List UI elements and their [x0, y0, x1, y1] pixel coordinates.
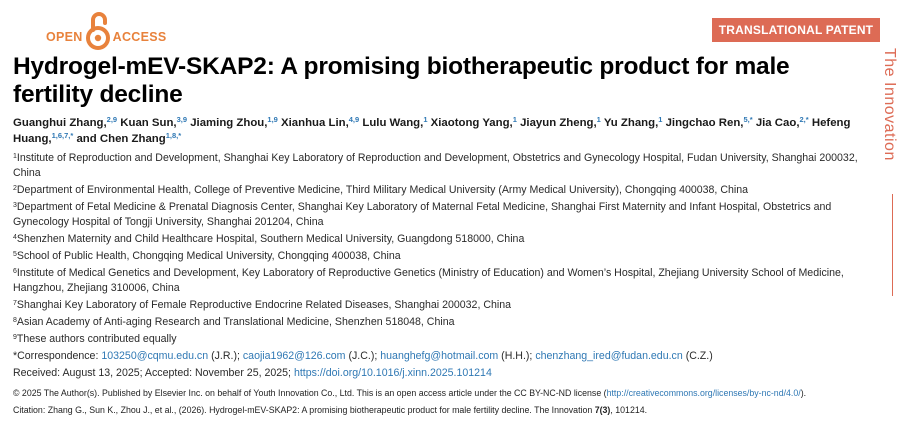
author: Yu Zhang,$^1$: [603, 115, 663, 129]
affiliation-list: [13, 151, 883, 383]
license-statement: © 2025 The Author(s). Published by Elsevier Inc. on behalf of Youth Innovation Co., Ltd. This is an open access article under the CC BY-NC-ND license (http://creativecommons.org/licenses/by-nc-nd/4.0/).: [13, 388, 807, 398]
affiliation: $^7$Shanghai Key Laboratory of Female Reproductive Endocrine Related Diseases, Shanghai 200032, China: [13, 299, 512, 311]
affiliation: $^5$School of Public Health, Chongqing Medical University, Chongqing 400038, China: [13, 250, 401, 262]
email-link[interactable]: chenzhang_ired@fudan.edu.cn: [535, 350, 683, 362]
author: Jingchao Ren,$^{5,*}$: [665, 115, 753, 129]
article-title: Hydrogel-mEV-SKAP2: A promising biotherapeutic product for male fertility decline: [13, 53, 790, 108]
author: Lulu Wang,$^1$: [362, 115, 428, 129]
affiliation: $^4$Shenzhen Maternity and Child Healthcare Hospital, Southern Medical University, Guangdong 518000, China: [13, 233, 525, 245]
affiliation: $^2$Department of Environmental Health, College of Preventive Medicine, Third Military Medical University (Army Medical University), Chongqing 400038, China: [13, 184, 748, 196]
affiliation: $^1$Institute of Reproduction and Development, Shanghai Key Laboratory of Reproduction and Development, Obstetrics and Gynecology Hospital, Fudan University, Shanghai 200032, China: [13, 152, 858, 179]
correspondence: *Correspondence: 103250@cqmu.edu.cn (J.R.); caojia1962@126.com (J.C.); huanghefg@hotmail.com (H.H.); chenzhang_ired@fudan.edu.cn (C.Z.): [13, 350, 713, 362]
email-link[interactable]: huanghefg@hotmail.com: [380, 350, 499, 362]
email-link[interactable]: 103250@cqmu.edu.cn: [101, 350, 209, 362]
side-divider: [892, 194, 893, 296]
correspondence-label: *Correspondence:: [13, 350, 99, 362]
affiliation: $^6$Institute of Medical Genetics and Development, Key Laboratory of Reproductive Genetics (Ministry of Education) and Women’s Hospital, Zhejiang University School of Medicine, Hangzhou, Zhejiang 310006, China: [13, 267, 844, 294]
affiliation: $^3$Department of Fetal Medicine & Prenatal Diagnosis Center, Shanghai Key Laboratory of Maternal Fetal Medicine, Shanghai First Maternity and Infant Hospital, Obstetrics and Gynecology Hospital of Tongji University, Shanghai 201204, China: [13, 201, 832, 228]
journal-side-banner: [880, 48, 906, 296]
author: Jiaming Zhou,$^{1,9}$: [190, 115, 278, 129]
author: Xiaotong Yang,$^1$: [430, 115, 517, 129]
article-type-badge: TRANSLATIONAL PATENT: [712, 18, 880, 42]
access-label: ACCESS: [112, 30, 167, 44]
author-list: [13, 115, 883, 147]
affiliation: $^9$These authors contributed equally: [13, 333, 177, 345]
dates: [13, 366, 883, 381]
author: Guanghui Zhang,$^{2,9}$: [13, 115, 118, 129]
affiliation: $^8$Asian Academy of Anti-aging Research and Translational Medicine, Shenzhen 518048, China: [13, 316, 455, 328]
author: Jiayun Zheng,$^1$: [520, 115, 601, 129]
open-label: OPEN: [46, 30, 83, 44]
citation: Citation: Zhang G., Sun K., Zhou J., et al., (2026). Hydrogel-mEV-SKAP2: A promising biotherapeutic product for male fertility decline. The Innovation 7(3), 101214.: [13, 405, 648, 415]
doi-link[interactable]: https://doi.org/10.1016/j.xinn.2025.101214: [293, 367, 492, 379]
citation-volume: 7(3): [594, 405, 611, 415]
author: Kuan Sun,$^{3,9}$: [120, 115, 188, 129]
dates-text: Received: August 13, 2025; Accepted: November 25, 2025;: [13, 367, 291, 379]
author: Hefeng Huang,$^{1,6,7,*}$: [13, 117, 851, 145]
open-access-lock-icon: [84, 10, 112, 50]
journal-name: The Innovation: [881, 48, 898, 161]
author: Jia Cao,$^{2,*}$: [755, 115, 809, 129]
author: and Chen Zhang$^{1,8,*}$: [76, 131, 182, 145]
open-access-logo: [46, 10, 167, 52]
author: Xianhua Lin,$^{4,9}$: [281, 115, 360, 129]
license-link[interactable]: http://creativecommons.org/licenses/by-nc-nd/4.0/: [606, 388, 801, 398]
email-link[interactable]: caojia1962@126.com: [242, 350, 346, 362]
